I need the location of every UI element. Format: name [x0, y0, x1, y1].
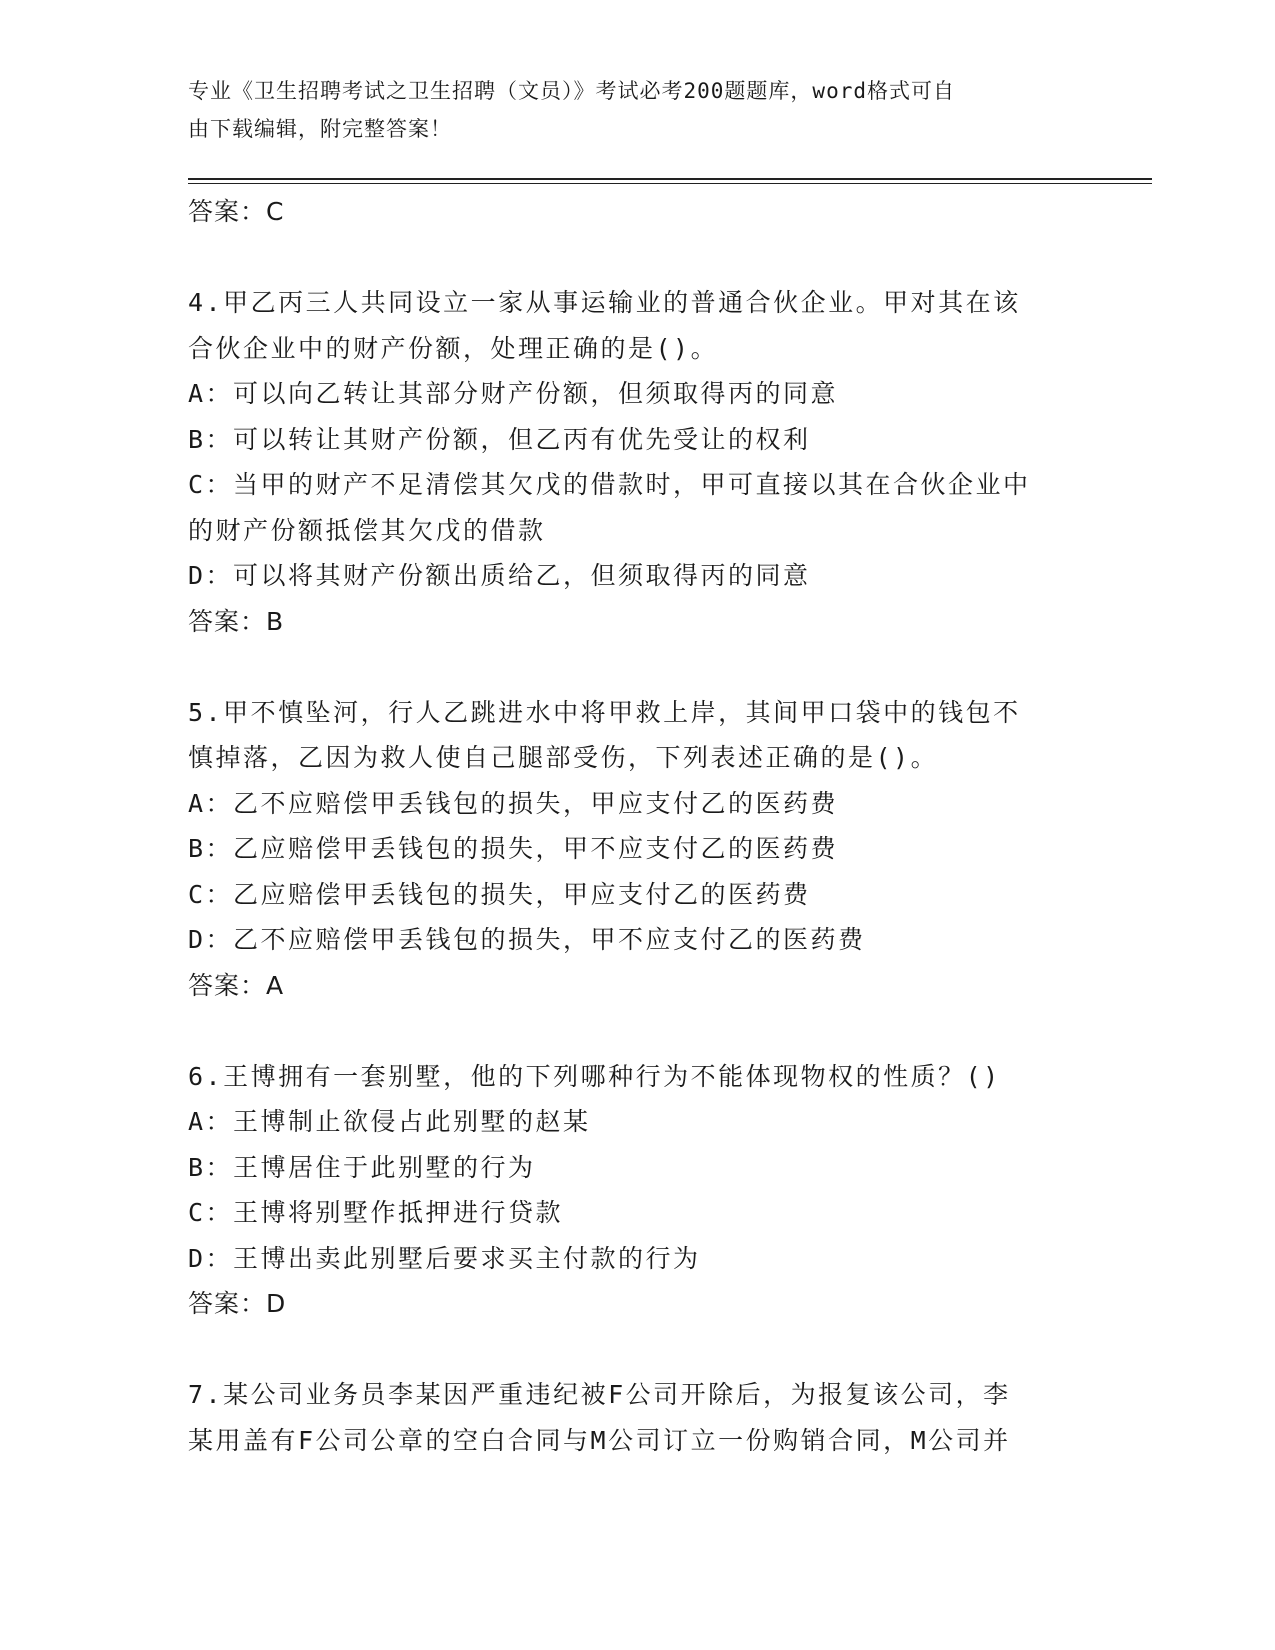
option-d: D：乙不应赔偿甲丢钱包的损失，甲不应支付乙的医药费 — [188, 925, 866, 954]
spacer — [188, 1327, 1088, 1373]
answer-line: 答案：C — [188, 197, 285, 226]
option-b: B：可以转让其财产份额，但乙丙有优先受让的权利 — [188, 424, 811, 454]
answer-line: 答案：D — [188, 1289, 287, 1318]
option-b: B：王博居住于此别墅的行为 — [188, 1152, 536, 1182]
option-c: C：当甲的财产不足清偿其欠戊的借款时，甲可直接以其在合伙企业中 — [188, 470, 1031, 499]
option-a: A：王博制止欲侵占此别墅的赵某 — [188, 1107, 591, 1136]
header-line-1: 专业《卫生招聘考试之卫生招聘（文员）》考试必考200题题库，word格式可自 — [188, 79, 955, 103]
header-rule-thick — [188, 178, 1152, 180]
option-b: B：乙应赔偿甲丢钱包的损失，甲不应支付乙的医药费 — [188, 834, 839, 863]
option-a: A：乙不应赔偿甲丢钱包的损失，甲应支付乙的医药费 — [188, 788, 839, 818]
option-d: D：王博出卖此别墅后要求买主付款的行为 — [188, 1243, 701, 1273]
question-block — [188, 1054, 1088, 1327]
answer-line: 答案：A — [188, 970, 285, 1000]
option-c-continued: 的财产份额抵偿其欠戊的借款 — [188, 515, 546, 545]
option-a: A：可以向乙转让其部分财产份额，但须取得丙的同意 — [188, 379, 839, 408]
header-line-2: 由下载编辑，附完整答案！ — [188, 117, 452, 141]
question-stem: 7.某公司业务员李某因严重违纪被F公司开除后，为报复该公司，李 — [188, 1380, 1011, 1409]
spacer — [188, 1008, 1088, 1054]
header-rule-thin — [188, 183, 1152, 184]
question-stem: 某用盖有F公司公章的空白合同与M公司订立一份购销合同，M公司并 — [188, 1425, 1011, 1455]
question-stem: 慎掉落，乙因为救人使自己腿部受伤，下列表述正确的是()。 — [188, 743, 939, 772]
question-stem: 6.王博拥有一套别墅，他的下列哪种行为不能体现物权的性质？() — [188, 1061, 1001, 1091]
question-block — [188, 1372, 1088, 1463]
question-block — [188, 690, 1088, 1009]
question-stem: 4.甲乙丙三人共同设立一家从事运输业的普通合伙企业。甲对其在该 — [188, 288, 1021, 317]
page-header — [188, 72, 1068, 148]
question-stem: 合伙企业中的财产份额，处理正确的是()。 — [188, 333, 719, 363]
option-c: C：乙应赔偿甲丢钱包的损失，甲应支付乙的医药费 — [188, 879, 811, 909]
answer-line: 答案：B — [188, 606, 285, 636]
question-block — [188, 280, 1088, 644]
page-content — [188, 189, 1088, 1463]
spacer — [188, 235, 1088, 281]
spacer — [188, 644, 1088, 690]
option-d: D：可以将其财产份额出质给乙，但须取得丙的同意 — [188, 561, 811, 590]
question-stem: 5.甲不慎坠河，行人乙跳进水中将甲救上岸，其间甲口袋中的钱包不 — [188, 697, 1021, 727]
option-c: C：王博将别墅作抵押进行贷款 — [188, 1198, 564, 1227]
